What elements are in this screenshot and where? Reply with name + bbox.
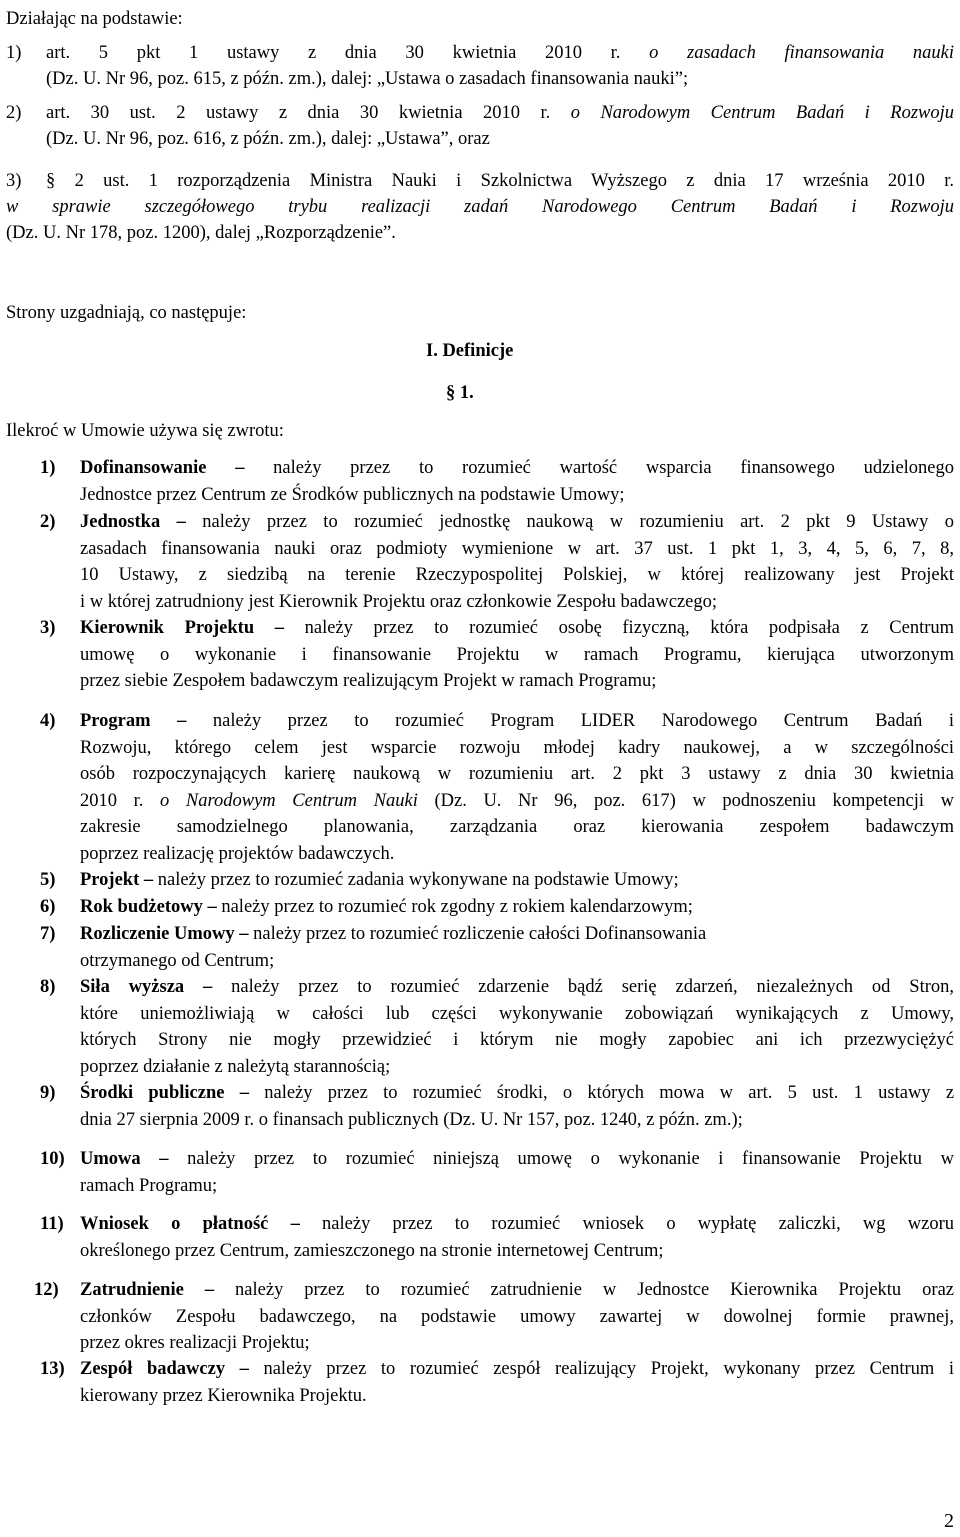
definition-text: należy przez to rozumieć rok zgodny z rokiem kalendarzowym; [221,897,693,917]
definition-item [80,455,954,508]
definition-text: (Dz. U. Nr 96, poz. 617) w podnoszeniu kompetencji w [434,790,954,811]
definition-line: które uniemożliwiają w całości lub części wykonywanie zobowiązań wynikających z Umowy, [80,1003,954,1024]
definition-line [80,788,954,815]
definition-dash: – [235,458,245,478]
definition-line [80,894,954,921]
basis-number: 3) [6,171,22,191]
agreement-text: Strony uzgadniają, co następuje: [6,303,247,323]
definition-number: 10) [40,1149,65,1169]
basis-line: (Dz. U. Nr 96, poz. 616, z późn. zm.), dalej: „Ustawa”, oraz [46,129,490,149]
definition-item [80,1356,954,1409]
definition-text: należy przez to rozumieć zatrudnienie w Jednostce Kierownika Projektu oraz [235,1280,954,1300]
definition-line [80,867,954,894]
definition-dash: – [274,618,284,638]
definition-number: 4) [40,711,56,731]
definition-line: zasadach finansowania nauki oraz podmioty wymienione w art. 37 ust. 1 pkt 1, 3, 4, 5, 6, 7, 8, [80,538,954,559]
definition-number: 13) [40,1359,65,1379]
definition-line [80,509,954,536]
definition-line [80,974,954,1001]
definition-line [80,1356,954,1383]
definition-number: 1) [40,458,56,478]
basis-line [46,40,954,66]
definition-term: Siła wyższa [80,977,185,997]
definition-dash: – [290,1214,300,1234]
definition-number: 9) [40,1083,56,1103]
definition-item [80,509,954,615]
definition-item [80,1146,954,1199]
definition-term: Projekt [80,870,140,890]
definition-text: należy przez to rozumieć osobę fizyczną, która podpisała z Centrum [304,618,955,638]
definition-term: Środki publiczne [80,1083,225,1103]
definition-title-italic: o Narodowym Centrum Nauki [160,790,418,811]
basis-title-italic: w sprawie szczegółowego trybu realizacji zadań Narodowego Centrum Badań i Rozwoju [6,197,954,217]
definition-term: Rok budżetowy [80,897,203,917]
definition-line: zakresie samodzielnego planowania, zarządzania oraz kierowania zespołem badawczym [80,817,954,837]
basis-text: art. 30 ust. 2 ustawy z dnia 30 kwietnia 2010 r. [46,103,551,123]
definition-dash: – [207,897,217,917]
definition-line: przez okres realizacji Projektu; [80,1333,310,1353]
definition-line [80,455,954,482]
section-sign: § [446,383,460,403]
definition-dash: – [176,512,186,532]
basis-number: 1) [6,43,22,63]
definition-line: umowę o wykonanie i finansowanie Projektu w ramach Programu, kierująca utworzonym [80,644,954,665]
definition-line [80,1277,954,1304]
definition-term: Wniosek o płatność [80,1214,269,1234]
definition-line: ramach Programu; [80,1175,218,1196]
basis-title-italic: o zasadach finansowania nauki [649,43,955,63]
usage-intro: Ilekroć w Umowie używa się zwrotu: [6,421,284,441]
definition-line: których Strony nie mogły przewidzieć i którym nie mogły zapobiec ani ich przezwyciężyć [80,1030,954,1050]
definition-text: należy przez to rozumieć zdarzenie bądź serię zdarzeń, niezależnych od Stron, [231,977,954,997]
basis-line: (Dz. U. Nr 96, poz. 615, z późn. zm.), dalej: „Ustawa o zasadach finansowania nauki”; [46,69,689,89]
definition-term: Jednostka [80,512,161,532]
definition-line: i w której zatrudniony jest Kierownik Projektu oraz członkowie Zespołu badawczego; [80,591,718,612]
page-number: 2 [944,1510,954,1532]
definition-dash: – [177,711,187,731]
definition-line: dnia 27 sierpnia 2009 r. o finansach publicznych (Dz. U. Nr 157, poz. 1240, z późn. zm.); [80,1109,743,1130]
definition-item [80,921,954,974]
definition-text: należy przez to rozumieć zespół realizujący Projekt, wykonany przez Centrum i [263,1359,955,1379]
definition-item [80,708,954,867]
definition-line: określonego przez Centrum, zamieszczonego na stronie internetowej Centrum; [80,1240,664,1261]
definition-term: Rozliczenie Umowy [80,924,235,944]
basis-line: § 2 ust. 1 rozporządzenia Ministra Nauki i Szkolnictwa Wyższego z dnia 17 września 2010 r. [46,171,954,191]
definition-text: należy przez to rozumieć niniejszą umowę o wykonanie i finansowanie Projektu w [187,1149,954,1169]
section-number-value: 1. [459,383,474,403]
definition-text: należy przez to rozumieć Program LIDER Narodowego Centrum Badań i [212,711,955,731]
definition-item [80,974,954,1080]
definition-item [80,894,954,921]
definition-term: Kierownik Projektu [80,618,255,638]
definition-dash: – [239,924,249,944]
definition-term: Umowa [80,1149,141,1169]
definition-dash: – [239,1083,249,1103]
definition-dash: – [204,1280,215,1300]
definition-text: 2010 r. [80,790,144,811]
definition-item [80,1080,954,1133]
definition-dash: – [143,870,154,890]
definition-line: poprzez działanie z należytą starannością; [80,1056,391,1077]
basis-text: art. 5 pkt 1 ustawy z dnia 30 kwietnia 2010 r. [46,43,621,63]
definition-line: Jednostce przez Centrum ze Środków publicznych na podstawie Umowy; [80,484,625,505]
definition-line: osób rozpoczynających karierę naukową w rozumieniu art. 2 pkt 3 ustawy z dnia 30 kwietnia [80,764,954,784]
definition-item [80,867,954,894]
definition-text: należy przez to rozumieć jednostkę naukową w rozumieniu art. 2 pkt 9 Ustawy o [202,512,955,532]
definition-item [80,615,954,695]
definition-text: należy przez to rozumieć rozliczenie całości Dofinansowania [253,924,707,944]
definition-line [80,1146,954,1173]
definition-line [80,1211,954,1238]
definition-line: kierowany przez Kierownika Projektu. [80,1385,367,1406]
definition-term: Zespół badawczy [80,1359,226,1379]
section-number [446,380,474,406]
intro-text: Działając na podstawie: [6,9,183,29]
definition-line [80,708,954,735]
basis-title-italic: o Narodowym Centrum Badań i Rozwoju [570,103,955,123]
definition-number: 8) [40,977,56,997]
definition-dash: – [239,1359,249,1379]
definition-line: członków Zespołu badawczego, na podstawie umowy zawartej w dowolnej formie prawnej, [80,1306,954,1327]
definition-dash: – [159,1149,169,1169]
definition-number: 12) [34,1280,59,1300]
definition-term: Zatrudnienie [80,1280,184,1300]
definition-number: 7) [40,924,56,944]
definition-number: 2) [40,512,56,532]
definition-number: 6) [40,897,56,917]
definition-number: 5) [40,870,56,890]
definition-text: należy przez to rozumieć zadania wykonywane na podstawie Umowy; [157,870,679,890]
definition-line: przez siebie Zespołem badawczym realizującym Projekt w ramach Programu; [80,671,657,691]
definition-number: 3) [40,618,56,638]
definition-text: należy przez to rozumieć wniosek o wypłatę zaliczki, wg wzoru [322,1214,954,1234]
definition-item [80,1277,954,1357]
basis-line [46,100,954,126]
definition-dash: – [203,977,213,997]
basis-line: (Dz. U. Nr 178, poz. 1200), dalej „Rozporządzenie”. [6,223,396,243]
definition-line [80,615,954,642]
definition-line: poprzez realizację projektów badawczych. [80,843,395,864]
definition-line: 10 Ustawy, z siedzibą na terenie Rzeczypospolitej Polskiej, w której realizowany jest Projekt [80,565,954,585]
basis-number: 2) [6,103,22,123]
definition-line [80,921,954,948]
definition-term: Dofinansowanie [80,458,207,478]
definition-item [80,1211,954,1264]
section-title: I. Definicje [426,341,514,361]
definition-line: otrzymanego od Centrum; [80,950,275,971]
definition-number: 11) [40,1214,64,1234]
definition-text: należy przez to rozumieć wartość wsparcia finansowego udzielonego [273,458,955,478]
definition-term: Program [80,711,151,731]
definition-line: Rozwoju, którego celem jest wsparcie rozwoju młodej kadry naukowej, a w szczególności [80,737,954,758]
definition-text: należy przez to rozumieć środki, o których mowa w art. 5 ust. 1 ustawy z [264,1083,955,1103]
definition-line [80,1080,954,1107]
